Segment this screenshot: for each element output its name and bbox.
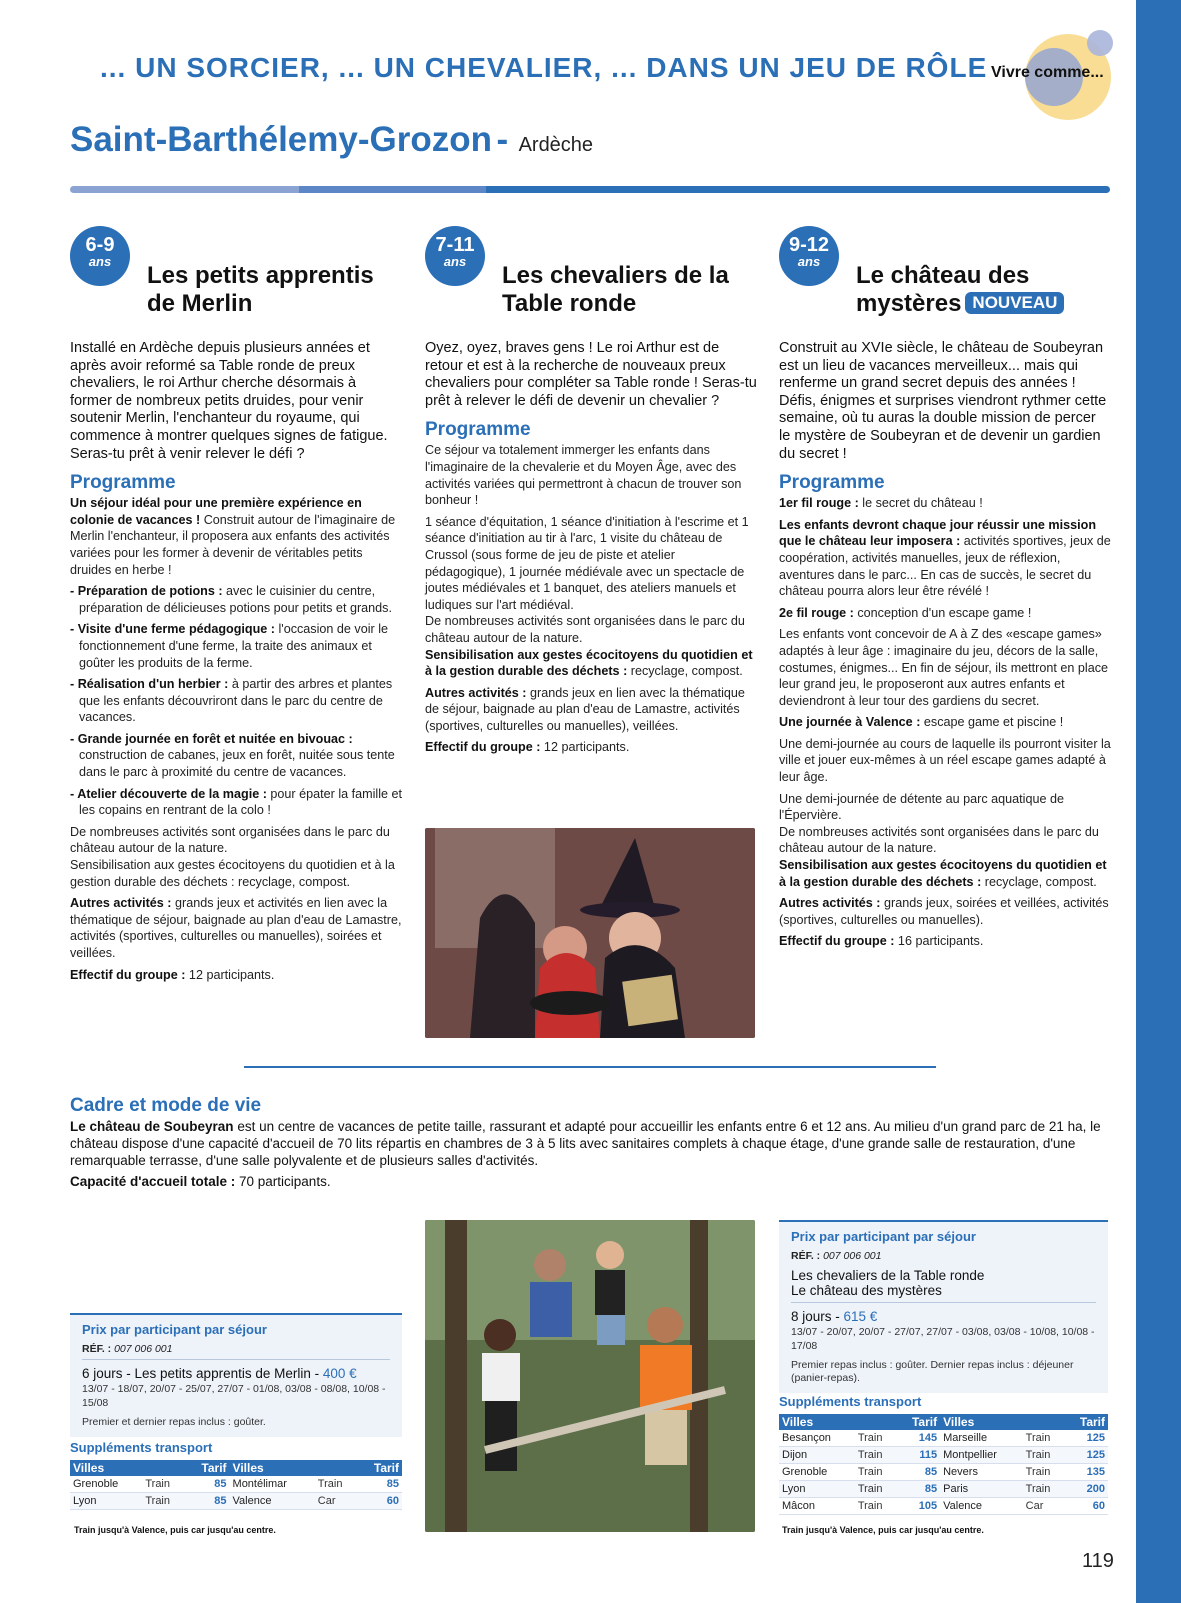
col-tarif: Tarif (1065, 1414, 1108, 1430)
col-mode-blank (315, 1460, 358, 1476)
place-dash: - (496, 120, 509, 159)
vivre-comme-tag (985, 30, 1135, 110)
transport-note: Train jusqu'à Valence, puis car jusqu'au centre. (74, 1525, 276, 1535)
city: Valence (230, 1493, 315, 1510)
mode: Train (1023, 1430, 1065, 1447)
col-mode-blank (142, 1460, 185, 1476)
city: Dijon (779, 1447, 855, 1464)
stay-intro-2: Défis, énigmes et surprises viendront rythmer cette semaine, où tu auras la double mission de percer le mystère de Soubeyran et de devenir un gardien du secret ! (779, 392, 1107, 462)
autres-text: grands jeux en lien avec la thématique de séjour, baignade au plan d'eau de Lamastre, activités (sportives, culturelles ou manuelles), veillées. (425, 685, 745, 733)
list-item (70, 583, 402, 616)
mode: Train (1023, 1481, 1065, 1498)
list-item (70, 621, 402, 671)
tarif: 135 (1065, 1464, 1108, 1481)
fil-rouge-2-label: 2e fil rouge : (779, 605, 854, 620)
autres-label: Autres activités : (70, 896, 172, 911)
col-tarif: Tarif (186, 1460, 230, 1476)
meals-info: Premier et dernier repas inclus : goûter. (82, 1416, 266, 1428)
age-badge (779, 226, 839, 286)
stay-name: Les chevaliers de la Table ronde (791, 1268, 985, 1283)
table-row (779, 1464, 1108, 1481)
valence-text: escape game et piscine ! (920, 715, 1064, 730)
programme-lead: Un séjour idéal pour une première expérience en colonie de vacances ! (70, 496, 362, 527)
list-item-text: à partir des arbres et plantes que les enfants découvriront dans le parc du centre de vacances. (79, 677, 393, 725)
age-range: 7-11 (435, 234, 475, 256)
tarif: 85 (358, 1476, 402, 1493)
table-row (70, 1493, 402, 1510)
mode: Train (855, 1430, 897, 1447)
nature-text: De nombreuses activités sont organisées dans le parc du château autour de la nature. (425, 614, 745, 645)
age-unit: ans (797, 254, 821, 269)
effectif-value: 12 participants. (185, 967, 275, 982)
meals-info: Premier repas inclus : goûter. Dernier repas inclus : déjeuner (panier-repas). (791, 1359, 1074, 1384)
mode: Train (855, 1447, 897, 1464)
city: Grenoble (779, 1464, 855, 1481)
stay-price: 400 € (322, 1366, 357, 1381)
stay-price: 615 € (843, 1309, 878, 1324)
tarif: 85 (186, 1493, 230, 1510)
nouveau-badge: NOUVEAU (965, 292, 1064, 314)
age-range: 6-9 (85, 234, 115, 256)
vivre-comme-label: Vivre comme... (991, 64, 1104, 81)
cadre-lead: Le château de Soubeyran (70, 1119, 234, 1134)
fil-rouge-2-text: conception d'un escape game ! (853, 605, 1032, 620)
capacity-label: Capacité d'accueil totale : (70, 1174, 236, 1189)
programme-heading: Programme (425, 419, 531, 441)
col-villes: Villes (70, 1460, 142, 1476)
tarif: 85 (897, 1481, 940, 1498)
table-row (779, 1498, 1108, 1515)
section-title: ... UN SORCIER, ... UN CHEVALIER, ... DANS UN JEU DE RÔLE (100, 52, 988, 83)
mode: Train (1023, 1447, 1065, 1464)
price-box-merlin (70, 1313, 402, 1437)
list-item-title: - Réalisation d'un herbier : (70, 677, 229, 692)
table-row (779, 1447, 1108, 1464)
city: Mâcon (779, 1498, 855, 1515)
city: Lyon (70, 1493, 142, 1510)
transport-table-right (779, 1414, 1108, 1515)
valence-label: Une journée à Valence : (779, 715, 921, 730)
escape-text: Les enfants vont concevoir de A à Z des «escape games» adaptés à leur âge : imaginaire du jeu, décors de la salle, costumes, énigmes... En fin de séjour, ils mettront en place leur grand jeu, le proposeront aux autres enfants et deviendront à leur tour des gardiens du secret. (779, 627, 1108, 708)
cadre-section (70, 1094, 1110, 1190)
transport-heading: Suppléments transport (779, 1394, 922, 1409)
list-item-text: pour épater la famille et les copains en rentrant de la colo ! (79, 786, 403, 818)
list-item (70, 731, 402, 781)
stay-dates: 13/07 - 20/07, 20/07 - 27/07, 27/07 - 03/08, 03/08 - 10/08, 10/08 - 17/08 (791, 1326, 1095, 1352)
programme-heading: Programme (70, 472, 176, 494)
fil-rouge-1-text: le secret du château ! (858, 496, 983, 511)
stay-duration: 6 jours - Les petits apprentis de Merlin - (82, 1366, 323, 1381)
effectif-value: 12 participants. (540, 740, 630, 755)
decor-circle-small (1087, 30, 1113, 56)
stay-title: Les chevaliers de la Table ronde (502, 262, 729, 317)
programme-heading: Programme (779, 472, 885, 494)
col-tarif: Tarif (897, 1414, 940, 1430)
city: Nevers (940, 1464, 1023, 1481)
place-heading (70, 120, 593, 160)
col-tarif: Tarif (358, 1460, 402, 1476)
stay-intro: Construit au XVIe siècle, le château de Soubeyran est un lieu de vacances merveilleux... mais qui renferme un grand secret depuis des années ! (779, 340, 1104, 392)
eco-text: recyclage, compost. (981, 874, 1097, 889)
mission-text: activités sportives, jeux de coopération, activités manuelles, jeux de réflexion, aventures dans le parc... En cas de succès, le secret du château pourra alors leur être révélé ! (779, 534, 1111, 599)
list-item-text: avec le cuisinier du centre, préparation de délicieuses potions pour petits et grands. (79, 584, 392, 615)
table-row (70, 1476, 402, 1493)
activities-text: 1 séance d'équitation, 1 séance d'initiation à l'escrime et 1 séance d'initiation au tir à l'arc, 1 visite du château de Crussol (sous forme de jeu de piste et atelier pédagogique), 1 journée médiévale avec un spectacle de joutes médiévales et 1 banquet, des ateliers manuels et ludiques sur l'art médiéval. (425, 514, 749, 612)
mode: Train (1023, 1464, 1065, 1481)
stay-intro: Oyez, oyez, braves gens ! Le roi Arthur est de retour et est à la recherche de nouveaux preux chevaliers pour compléter sa Table ronde ! Seras-tu prêt à relever le défi de devenir un chevalier ? (425, 340, 757, 409)
city: Marseille (940, 1430, 1023, 1447)
mode: Car (315, 1493, 358, 1510)
price-separator (82, 1359, 390, 1360)
right-color-band (1136, 0, 1181, 1603)
ref-value: 007 006 001 (820, 1250, 882, 1262)
mode: Car (1023, 1498, 1065, 1515)
city: Grenoble (70, 1476, 142, 1493)
mode: Train (315, 1476, 358, 1493)
list-item-title: - Visite d'une ferme pédagogique : (70, 622, 275, 637)
photo-children-forest (425, 1220, 755, 1532)
city: Lyon (779, 1481, 855, 1498)
age-unit: ans (443, 254, 467, 269)
cadre-text: est un centre de vacances de petite taille, rassurant et adapté pour accueillir les enfants entre 6 et 12 ans. Au milieu d'un grand parc de 21 ha, le château dispose d'une capacité d'accueil de 70 lits répartis en chambres de 3 à 5 lits avec sanitaires complets à chaque étage, d'une grande salle de restauration, d'une remarquable terrasse, d'une salle polyvalente et de plusieurs salles d'activités. (70, 1119, 1101, 1168)
transport-heading: Suppléments transport (70, 1440, 213, 1455)
city: Paris (940, 1481, 1023, 1498)
tarif: 85 (897, 1464, 940, 1481)
city: Montpellier (940, 1447, 1023, 1464)
capacity-value: 70 participants. (235, 1174, 331, 1189)
photo-illustration (425, 1220, 755, 1532)
fil-rouge-1-label: 1er fil rouge : (779, 496, 859, 511)
tarif: 60 (1065, 1498, 1108, 1515)
stay-title (856, 262, 1116, 318)
eco-label: Sensibilisation aux gestes écocitoyens du quotidien et à la gestion durable des déchets : (425, 647, 753, 679)
place-name: Saint-Barthélemy-Grozon (70, 120, 492, 159)
ref-label: RÉF. : (82, 1343, 112, 1355)
programme-text: Ce séjour va totalement immerger les enfants dans l'imaginaire de la chevalerie et du Moyen Âge, avec des activités variées qui permettront à chacun de trouver son bonheur ! (425, 443, 742, 508)
col-mode-blank (855, 1414, 897, 1430)
ref-value: 007 006 001 (111, 1343, 173, 1355)
tarif: 125 (1065, 1430, 1108, 1447)
stay-title-text: Le château des mystères (856, 262, 1030, 317)
effectif-label: Effectif du groupe : (70, 967, 186, 982)
age-unit: ans (88, 254, 112, 269)
col-villes: Villes (230, 1460, 315, 1476)
autres-label: Autres activités : (425, 685, 527, 700)
list-item-text: l'occasion de voir le fonctionnement d'une ferme, la traite des animaux et goûter les produits de la ferme. (79, 622, 389, 670)
stay-name: Le château des mystères (791, 1283, 942, 1298)
tarif: 60 (358, 1493, 402, 1510)
mode: Train (142, 1493, 185, 1510)
title-underline-bar (70, 186, 1110, 193)
age-range: 9-12 (788, 234, 830, 256)
list-item-title: - Atelier découverte de la magie : (70, 786, 267, 801)
autres-label: Autres activités : (779, 896, 881, 911)
col-villes: Villes (940, 1414, 1023, 1430)
col-mode-blank (1023, 1414, 1065, 1430)
nature-text: De nombreuses activités sont organisées dans le parc du château autour de la nature. (779, 824, 1099, 856)
eco-label: Sensibilisation aux gestes écocitoyens du quotidien et à la gestion durable des déchets : (779, 858, 1107, 889)
ref-label: RÉF. : (791, 1250, 821, 1262)
price-separator (791, 1302, 1096, 1303)
stay-duration: 8 jours - (791, 1309, 844, 1324)
cadre-heading: Cadre et mode de vie (70, 1095, 262, 1116)
stay-title: Les petits apprentis de Merlin (147, 262, 374, 317)
photo-illustration (425, 828, 755, 1038)
list-item (70, 786, 402, 819)
photo-witches-cauldron (425, 828, 755, 1038)
tarif: 105 (897, 1498, 940, 1515)
price-heading: Prix par participant par séjour (82, 1322, 267, 1337)
autres-text: grands jeux et activités en lien avec la thématique de séjour, baignade au plan d'eau de Lamastre, activités (sportives, culturelles ou manuelles), soirées et veillées. (70, 896, 402, 960)
price-box-chevaliers-chateau (779, 1220, 1108, 1393)
mode: Train (855, 1464, 897, 1481)
city: Valence (940, 1498, 1023, 1515)
mode: Train (855, 1481, 897, 1498)
parc-aquatique-text: Une demi-journée de détente au parc aquatique de l'Épervière. (779, 791, 1064, 823)
stay-intro: Installé en Ardèche depuis plusieurs années et après avoir reformé sa Table ronde de preux chevaliers, le roi Arthur cherche désormais à former de nombreux petits druides, pour venir soutenir Merlin, l'enchanteur du royaume, qui commence à montrer quelques signes de fatigue. Seras-tu prêt à venir relever le défi ? (70, 340, 388, 462)
stay-body (70, 340, 402, 983)
list-item-text: construction de cabanes, jeux en forêt, nuitée sous tente dans le parc à proximité du centre de vacances. (79, 748, 395, 780)
eco-text: recyclage, compost. (627, 664, 743, 679)
stay-body (779, 340, 1111, 950)
section-divider (244, 1066, 936, 1068)
autres-text: grands jeux, soirées et veillées, activités (sportives, culturelles ou manuelles). (779, 896, 1109, 927)
city: Besançon (779, 1430, 855, 1447)
price-heading: Prix par participant par séjour (791, 1229, 976, 1244)
nature-text: De nombreuses activités sont organisées dans le parc du château autour de la nature. (70, 824, 390, 856)
age-badge (70, 226, 130, 286)
tarif: 125 (1065, 1447, 1108, 1464)
list-item (70, 676, 402, 726)
city: Montélimar (230, 1476, 315, 1493)
programme-text: Construit autour de l'imaginaire de Merlin l'enchanteur, il proposera aux enfants des activités variées pour les former à devenir de véritables petits druides en herbe ! (70, 512, 396, 577)
stay-body (425, 340, 757, 756)
col-villes: Villes (779, 1414, 855, 1430)
mode: Train (855, 1498, 897, 1515)
effectif-label: Effectif du groupe : (425, 740, 541, 755)
effectif-label: Effectif du groupe : (779, 934, 895, 949)
list-item-title: - Grande journée en forêt et nuitée en bivouac : (70, 731, 353, 746)
mission-label: Les enfants devront chaque jour réussir une mission que le château leur imposera : (779, 517, 1097, 549)
transport-table-left (70, 1460, 402, 1510)
stay-dates: 13/07 - 18/07, 20/07 - 25/07, 27/07 - 01/08, 03/08 - 08/08, 10/08 - 15/08 (82, 1383, 386, 1409)
table-row (779, 1481, 1108, 1498)
age-badge (425, 226, 485, 286)
mode: Train (142, 1476, 185, 1493)
effectif-value: 16 participants. (894, 934, 984, 949)
tarif: 85 (186, 1476, 230, 1493)
valence-detail: Une demi-journée au cours de laquelle ils pourront visiter la ville et jouer eux-mêmes à un réel escape games adapté à leur âge. (779, 736, 1111, 785)
eco-text: Sensibilisation aux gestes écocitoyens du quotidien et à la gestion durable des déchets : recyclage, compost. (70, 858, 395, 889)
tarif: 200 (1065, 1481, 1108, 1498)
place-region: Ardèche (518, 134, 594, 156)
list-item-title: - Préparation de potions : (70, 584, 223, 599)
transport-note: Train jusqu'à Valence, puis car jusqu'au centre. (782, 1525, 984, 1535)
page-number: 119 (1082, 1550, 1114, 1572)
table-row (779, 1430, 1108, 1447)
tarif: 115 (897, 1447, 940, 1464)
tarif: 145 (897, 1430, 940, 1447)
